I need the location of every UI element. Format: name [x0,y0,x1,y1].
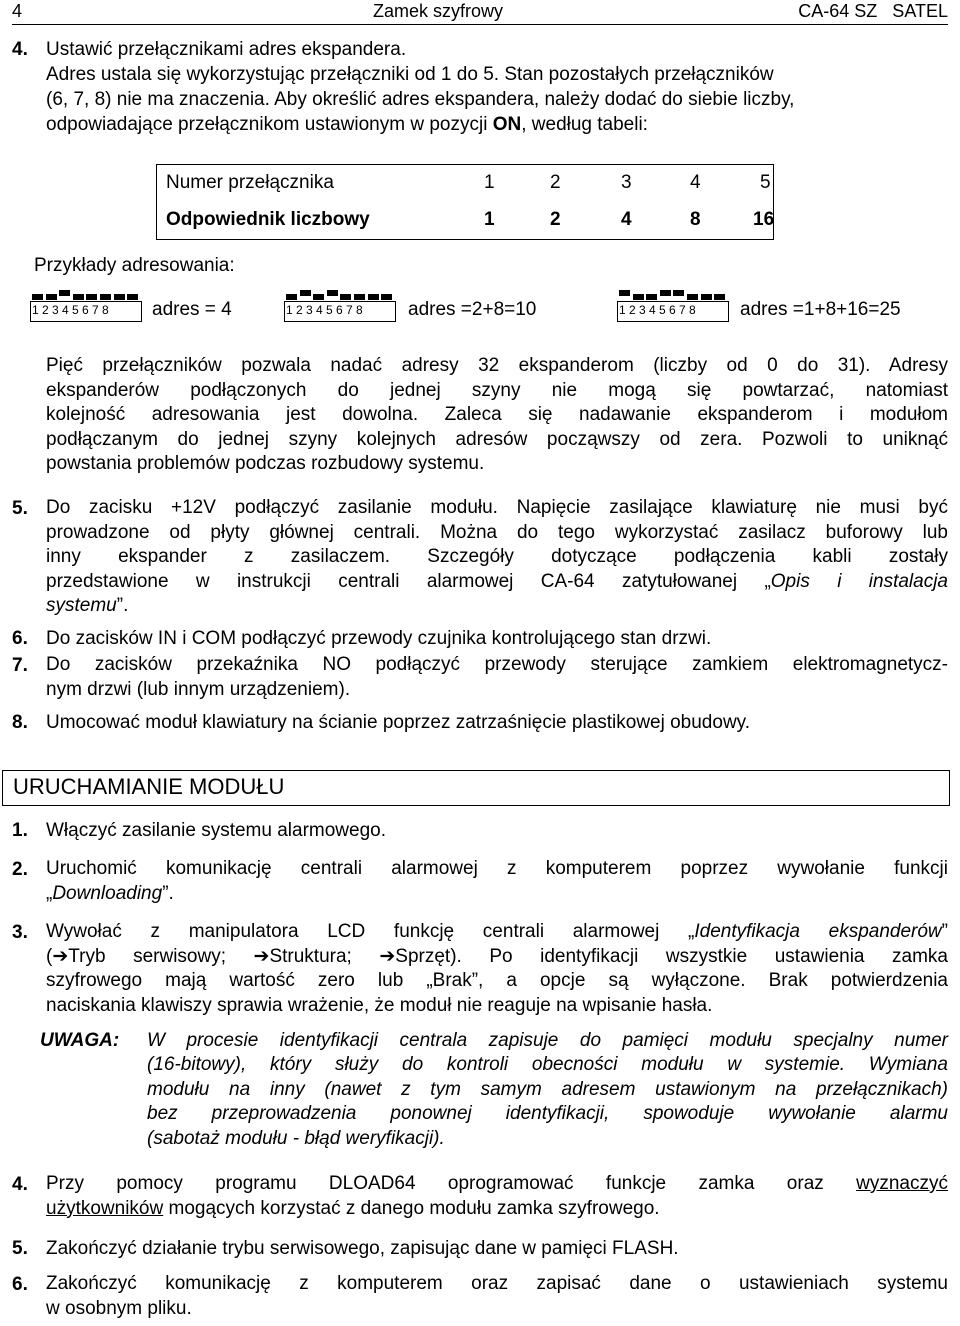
example-label: adres =1+8+16=25 [740,299,901,320]
dip-switch-5-on [673,290,684,296]
text-line: (➔Tryb serwisowy; ➔Struktura; ➔Sprzęt). Po identyfikacji wszystkie ustawienia zamka [46,945,948,967]
table-cell: Numer przełącznika [166,172,334,193]
text-line: szyfrowego mają wartość zero lub „Brak”, a opcje są wyłączone. Brak potwierdzenia [46,970,948,991]
text-span: Przy pomocy programu DLOAD64 oprogramować funkcje zamka oraz [46,1173,857,1194]
table-cell: 1 [484,172,495,193]
step-8-text: Umocować moduł klawiatury na ścianie poprzez zatrzaśnięcie plastikowej obudowy. [46,712,751,733]
startup-step-4-text [46,1172,948,1221]
table-row [157,202,773,239]
note-label: UWAGA: [40,1030,120,1051]
text-span: odpowiadające przełącznikom ustawionym w pozycji [46,114,493,135]
text-line [46,1197,948,1222]
dip-numbers: 1 2 3 4 5 6 7 8 [619,303,696,317]
dip-switch-4-on [327,290,338,296]
text-line: (6, 7, 8) nie ma znaczenia. Aby określić adres ekspandera, należy dodać do siebie liczby, [46,89,795,110]
text-span: Wywołać z manipulatora LCD funkcję centrali alarmowej „ [46,921,695,942]
step-number: 3. [12,922,28,943]
step-number: 2. [12,859,28,880]
dip-switch-7-off [114,294,125,300]
italic-text: Identyfikacja ekspanderów [694,921,942,942]
step-number: 6. [12,1274,28,1295]
table-cell: 3 [621,172,632,193]
dip-switch-5-off [86,294,97,300]
startup-step-1-text: Włączyć zasilanie systemu alarmowego. [46,820,387,841]
dip-switch-3-on [59,290,70,296]
table-row [157,165,773,202]
dip-switch-3-off [313,294,324,300]
table-cell: 8 [690,209,701,230]
addressing-paragraph [46,354,948,477]
text-line: bez przeprowadzenia ponownej identyfikacji, spowoduje wywołanie alarmu [147,1103,948,1124]
page-header [12,0,948,22]
startup-step-3-text [46,920,948,1018]
header-rule [12,24,948,25]
note-line-1: W procesie identyfikacji centrala zapisuje do pamięci modułu specjalny numer [147,1030,948,1051]
dip-switch-2-off [633,294,644,300]
text-line: Do zacisków przekaźnika NO podłączyć przewody sterujące zamkiem elektromagnetycz- [46,654,948,675]
text-line [46,1172,948,1197]
dip-switch-1-off [32,294,43,300]
text-line: inny ekspander z zasilaczem. Szczegóły dotyczące podłączenia kabli zostały [46,546,948,567]
startup-step-2-text [46,857,948,906]
text-span: ”. [116,595,129,616]
table-cell: 16 [753,209,775,230]
step-4-text [46,37,948,137]
step-number: 4. [12,39,28,60]
dip-switch-4-on [660,290,671,296]
text-span: ” [941,921,948,942]
startup-step-6-text [46,1272,948,1321]
italic-text: systemu [46,595,117,616]
step-5-text [46,496,948,619]
text-line [46,594,948,619]
table-cell: 2 [550,172,561,193]
dip-switch-6-off [354,294,365,300]
text-line: (16-bitowy), który służy do kontroli obecności modułu w systemie. Wymiana [147,1054,948,1075]
page-number: 4 [12,1,23,21]
table-cell: 1 [484,209,495,230]
step-number: 5. [12,1238,28,1259]
table-cell: Odpowiednik liczbowy [166,209,370,230]
dip-switch-1-on [619,290,630,296]
step-7-text [46,653,948,702]
dip-numbers: 1 2 3 4 5 6 7 8 [286,303,363,317]
table-cell: 4 [690,172,701,193]
dip-switch-6-off [100,294,111,300]
dip-switch-example-1 [30,290,142,334]
note-text [147,1053,948,1151]
dip-switch-example-2 [284,290,396,334]
italic-text: Downloading [52,882,163,904]
text-line [46,112,948,137]
text-line: Zakończyć komunikację z komputerem oraz zapisać dane o ustawieniach systemu [46,1273,948,1294]
dip-switch-5-off [340,294,351,300]
text-line [46,570,948,595]
dip-switch-7-off [701,294,712,300]
text-line: Uruchomić komunikację centrali alarmowej z komputerem poprzez wywołanie funkcji [46,858,948,879]
header-title: Zamek szyfrowy [373,1,504,21]
text-line: Ustawić przełącznikami adres ekspandera. [46,39,407,60]
text-line: podłączanym do jednej szyny kolejnych adresów począwszy od zera. Pozwoli to uniknąć [46,428,948,450]
text-line: powstania problemów podczas rozbudowy systemu. [46,453,485,474]
text-span: , według tabeli: [521,114,648,135]
text-line: (sabotaż modułu - błąd weryfikacji). [147,1127,445,1149]
step-number: 7. [12,655,28,676]
table-cell: 2 [550,209,561,230]
dip-switch-1-off [286,294,297,300]
header-product: CA-64 SZ SATEL [798,1,948,21]
section-title: URUCHAMIANIE MODUŁU [13,774,285,799]
step-number: 1. [12,820,28,841]
text-span: przedstawione w instrukcji centrali alarmowej CA-64 zatytułowanej „ [46,570,771,592]
dip-switch-7-off [368,294,379,300]
startup-step-5-text: Zakończyć działanie trybu serwisowego, zapisując dane w pamięci FLASH. [46,1238,679,1259]
step-number: 4. [12,1174,28,1195]
text-line: w osobnym pliku. [46,1297,192,1319]
underlined-text: użytkowników [46,1197,164,1219]
step-6-text: Do zacisków IN i COM podłączyć przewody czujnika kontrolującego stan drzwi. [46,628,712,649]
bold-text: ON [492,114,522,135]
text-line: Pięć przełączników pozwala nadać adresy 32 ekspanderom (liczby od 0 do 31). Adresy [46,355,948,376]
step-number: 6. [12,628,28,649]
text-span: mogących korzystać z danego modułu zamka szyfrowego. [163,1197,660,1219]
text-line: Do zacisku +12V podłączyć zasilanie modułu. Napięcie zasilające klawiaturę nie musi być [46,497,948,518]
examples-label: Przykłady adresowania: [34,255,235,276]
dip-switch-example-3 [617,290,729,334]
step-number: 8. [12,712,28,733]
text-line: nym drzwi (lub innym urządzeniem). [46,678,351,700]
text-line [46,920,948,945]
italic-text: Opis i instalacja [770,570,948,592]
underlined-text: wyznaczyć [856,1173,948,1194]
text-line: Adres ustala się wykorzystując przełączniki od 1 do 5. Stan pozostałych przełączników [46,64,774,85]
text-line: kolejność adresowania jest dowolna. Zaleca się nadawanie ekspanderom i modułom [46,404,948,425]
dip-switch-3-off [646,294,657,300]
dip-numbers: 1 2 3 4 5 6 7 8 [32,303,109,317]
dip-switch-4-off [73,294,84,300]
section-heading-box [2,770,950,806]
dip-switch-8-off [714,294,725,300]
text-line: modułu na inny (nawet z tym samym adresem ustawionym na przełącznikach) [147,1078,948,1100]
dip-switch-6-off [687,294,698,300]
text-line: ekspanderów podłączonych do jednej szyny nie mogą się powtarzać, natomiast [46,379,948,401]
text-line [46,882,948,907]
text-line: prowadzone od płyty głównej centrali. Można do tego wykorzystać zasilacz buforowy lub [46,521,948,543]
dip-switch-2-on [300,290,311,296]
dip-switch-2-off [46,294,57,300]
example-label: adres = 4 [152,299,232,320]
text-span: „ [46,882,53,904]
table-cell: 5 [760,172,771,193]
example-label: adres =2+8=10 [408,299,537,320]
text-span: ”. [162,882,174,904]
step-number: 5. [12,498,28,519]
dip-switch-8-off [381,294,392,300]
switch-value-table [156,164,774,240]
text-line: naciskania klawiszy sprawia wrażenie, że moduł nie reaguje na wpisanie hasła. [46,994,713,1016]
dip-switch-8-off [127,294,138,300]
table-cell: 4 [621,209,632,230]
